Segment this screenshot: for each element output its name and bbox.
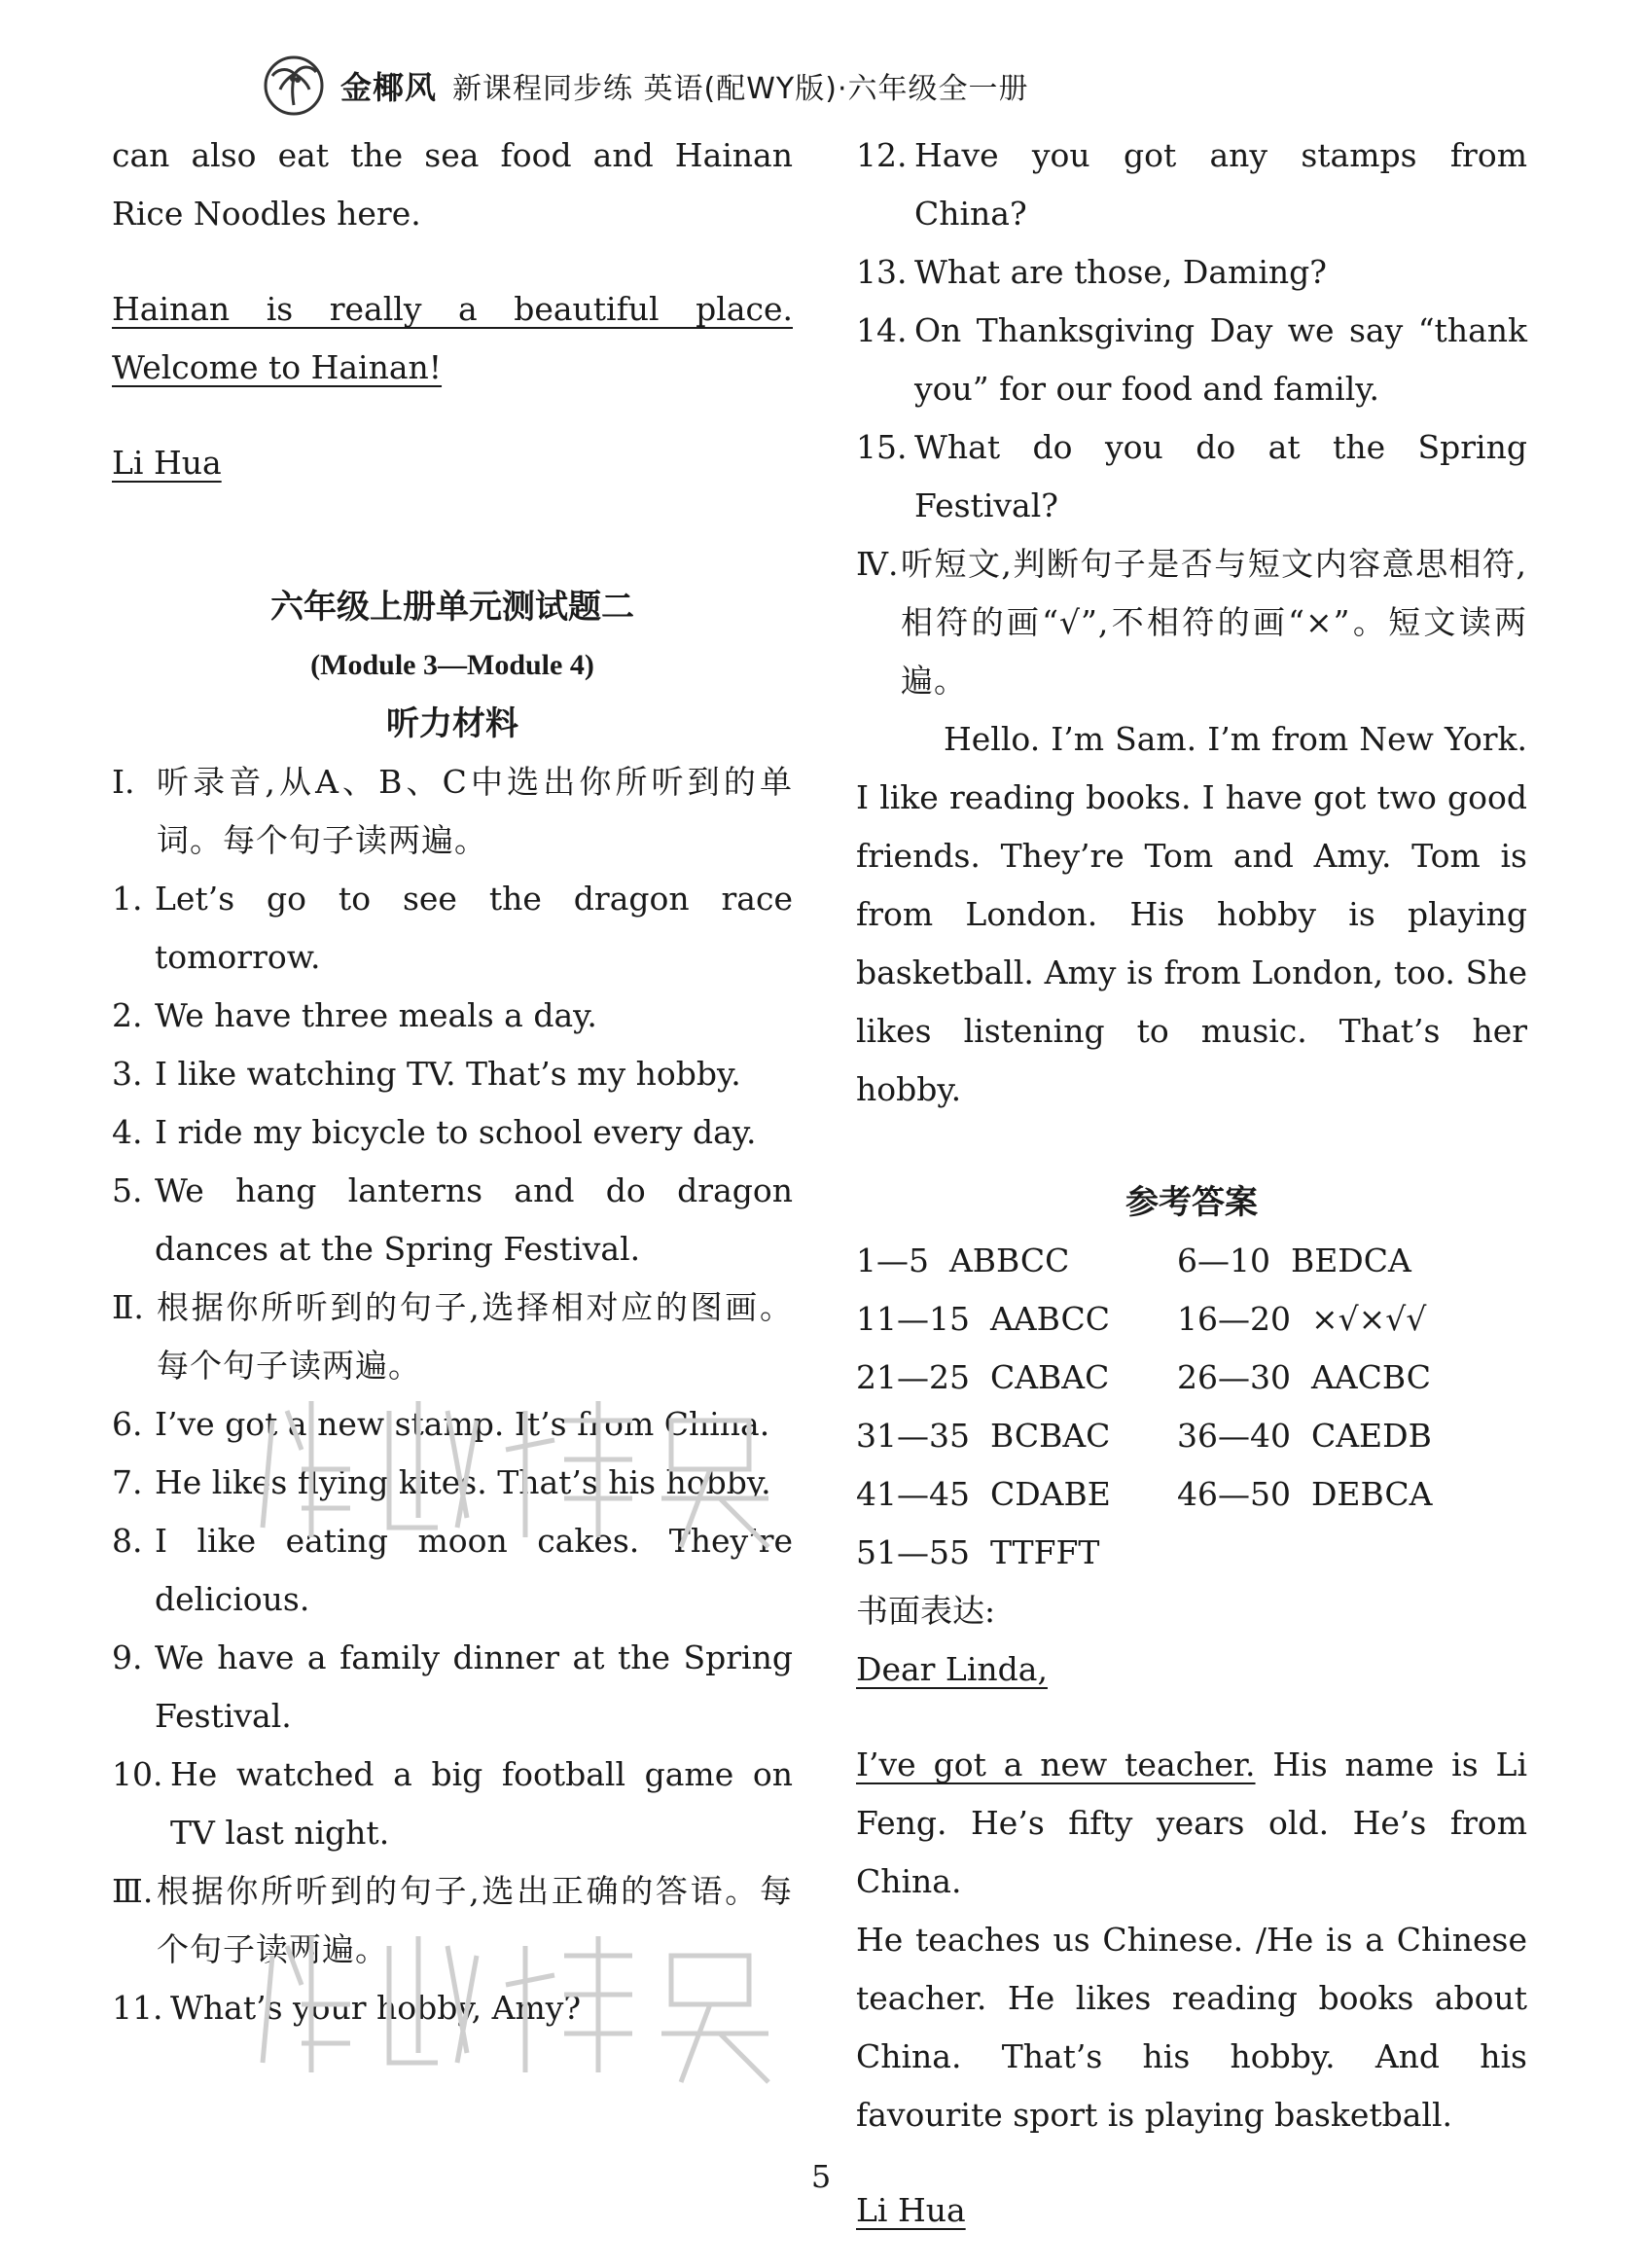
answers-title: 参考答案 [1125,1183,1258,1222]
list-item: 3. I like watching TV. That’s my hobby. [112,1055,741,1093]
answer-key [856,1232,1527,1582]
letter-signature: Li Hua [112,444,222,482]
list-item: 5. We hang lanterns and do dragon dances at the Spring Festival. [112,1171,793,1268]
writing-label: 书面表达: [856,1592,996,1630]
list-item: 7. He likes flying kites. That’s his hobby. [112,1463,771,1501]
answer-entry: 26—30 AACBC [1177,1358,1431,1396]
list-item: 6. I’ve got a new stamp. It’s from China. [112,1405,770,1443]
page-number: 5 [810,2158,832,2195]
section-1-instructions: Ⅰ. 听录音,从A、B、C中选出你所听到的单词。每个句子读两遍。 [112,763,793,859]
letter-body-2: He teaches us Chinese. /He is a Chinese teacher. He likes reading books about China. That’s his hobby. And his favourite sport is playing basketball. [856,1921,1527,2134]
answer-entry: 36—40 CAEDB [1177,1417,1432,1455]
letter-greeting: Dear Linda, [856,1650,1048,1688]
answer-entry: 1—5 ABBCC [856,1242,1070,1279]
letter-closing: Hainan is really a beautiful place. Welcome to Hainan! [112,290,793,386]
answer-entry: 46—50 DEBCA [1177,1475,1433,1513]
section-4-instructions: Ⅳ. 听短文,判断句子是否与短文内容意思相符,相符的画“√”,不相符的画“×”。短文读两遍。 [856,545,1527,700]
answer-entry: 51—55 TTFFT [856,1533,1100,1571]
letter-continuation: can also eat the sea food and Hainan Rice Noodles here. [112,136,793,233]
list-item: 12. Have you got any stamps from China? [856,136,1527,233]
list-item: 1. Let’s go to see the dragon race tomorrow. [112,880,793,976]
list-item: 4. I ride my bicycle to school every day. [112,1113,757,1151]
list-item: 9. We have a family dinner at the Spring Festival. [112,1638,793,1735]
listening-title: 听力材料 [386,704,518,743]
list-item: 11. What’s your hobby, Amy? [112,1989,582,2027]
answer-entry: 6—10 BEDCA [1177,1242,1411,1279]
test-subtitle: (Module 3—Module 4) [310,649,594,681]
section-3-instructions: Ⅲ. 根据你所听到的句子,选出正确的答语。每个句子读两遍。 [112,1872,793,1968]
section-3-items-cont [856,126,1527,535]
answer-entry: 31—35 BCBAC [856,1417,1111,1455]
list-item: 8. I like eating moon cakes. They’re delicious. [112,1522,793,1618]
list-item: 10. He watched a big football game on TV last night. [112,1755,793,1852]
test-title: 六年级上册单元测试题二 [270,588,634,627]
letter-signature-answer: Li Hua [856,2191,966,2229]
listening-passage: Hello. I’m Sam. I’m from New York. I like reading books. I have got two good friends. They’re Tom and Amy. Tom is from London. His hobby is playing basketball. Amy is from London, too. She likes listening to music. That’s her hobby. [856,720,1527,1108]
answer-entry: 11—15 AABCC [856,1300,1110,1338]
answer-entry: 16—20 ×√×√√ [1177,1300,1427,1338]
list-item: 2. We have three meals a day. [112,996,597,1034]
answer-entry: 21—25 CABAC [856,1358,1110,1396]
section-2-items [112,1395,793,1862]
list-item: 14. On Thanksgiving Day we say “thank you” for our food and family. [856,311,1527,408]
section-2-instructions: Ⅱ. 根据你所听到的句子,选择相对应的图画。每个句子读两遍。 [112,1288,793,1385]
answer-entry [1177,1524,1498,1582]
brand-name: 金椰风 [340,69,438,106]
coconut-tree-logo-icon [263,54,325,117]
answer-entry: 41—45 CDABE [856,1475,1111,1513]
left-column [112,126,793,2037]
right-column [856,126,1527,2240]
page-header [263,47,1028,125]
letter-body-1: I’ve got a new teacher. His name is Li Feng. He’s fifty years old. He’s from China. [856,1746,1528,1900]
section-1-items [112,870,793,1278]
list-item: 15. What do you do at the Spring Festival? [856,428,1527,524]
list-item: 13. What are those, Daming? [856,253,1327,291]
series-title: 新课程同步练 英语(配WY版)·六年级全一册 [452,72,1029,106]
